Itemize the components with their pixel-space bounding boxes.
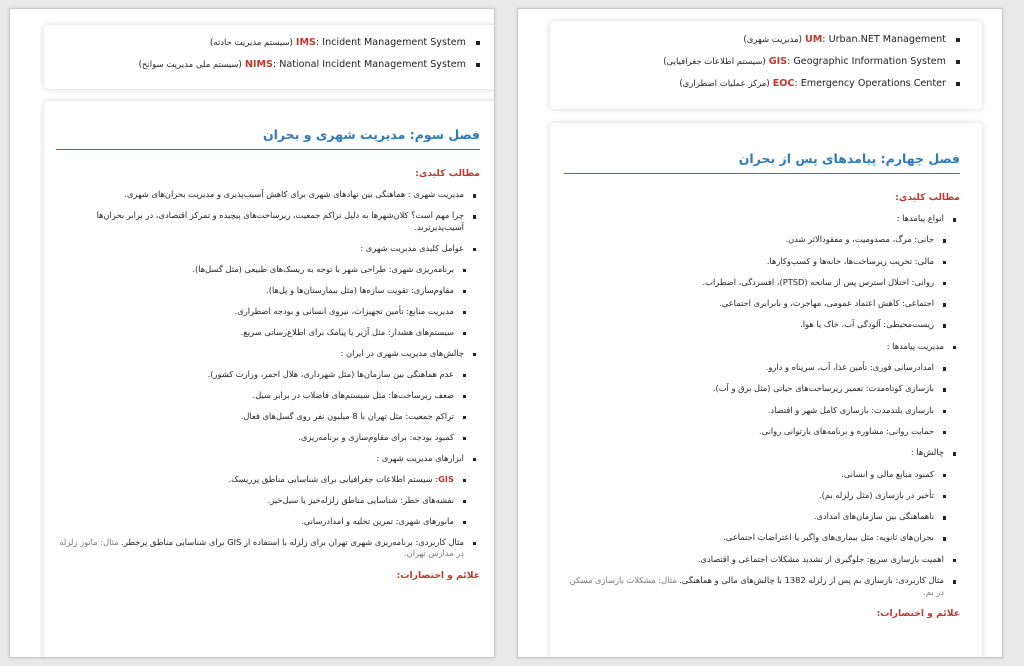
key-point-subitem bbox=[56, 474, 480, 486]
key-point-text: کمبود منابع مالی و انسانی. bbox=[841, 468, 934, 479]
abbreviation-expansion: : Urban.NET Management bbox=[822, 34, 946, 45]
key-point-text: کمبود بودجه: برای مقاوم‌سازی و برنامه‌ریزی. bbox=[298, 431, 454, 442]
key-point-item bbox=[564, 575, 960, 598]
key-point-subitem bbox=[564, 490, 960, 502]
abbreviation-persian: (سیستم مدیریت حادثه) bbox=[209, 38, 293, 48]
key-point-subitem bbox=[564, 469, 960, 481]
abbreviation-acronym: EOC bbox=[772, 78, 795, 89]
key-point-text: حمایت روانی: مشاوره و برنامه‌های بازتوانی روانی. bbox=[759, 425, 934, 436]
key-point-subitem bbox=[564, 383, 960, 395]
key-point-text: بحران‌های ثانویه: مثل بیماری‌های واگیر یا اعتراضات اجتماعی. bbox=[723, 532, 934, 543]
document-page-right bbox=[517, 8, 1003, 658]
key-points-heading: مطالب کلیدی: bbox=[895, 192, 960, 203]
key-point-text: بازسازی بلندمدت: بازسازی کامل شهر و اقتصاد. bbox=[767, 404, 934, 415]
key-point-item bbox=[564, 447, 960, 459]
key-point-text: بازسازی کوتاه‌مدت: تعمیر زیرساخت‌های حیاتی (مثل برق و آب). bbox=[712, 383, 934, 394]
key-point-subitem bbox=[56, 285, 480, 297]
key-point-subitem bbox=[56, 306, 480, 318]
abbreviation-expansion: : National Incident Management System bbox=[272, 59, 466, 70]
abbreviation-item bbox=[558, 73, 964, 95]
key-point-subitem bbox=[564, 256, 960, 268]
key-point-subitem bbox=[564, 405, 960, 417]
key-point-subitem bbox=[564, 298, 960, 310]
abbreviation-persian: (سیستم ملی مدیریت سوانح) bbox=[138, 60, 242, 70]
key-point-item bbox=[56, 537, 480, 560]
key-point-text: انواع پیامدها : bbox=[896, 213, 944, 223]
abbreviation-acronym: IMS bbox=[295, 37, 316, 48]
document-page-left bbox=[9, 8, 495, 658]
key-point-subitem bbox=[564, 532, 960, 544]
key-point-example-note: مثال: مانور زلزله در مدارس تهران. bbox=[59, 536, 464, 558]
key-point-example-note: مثال: مشکلات بازسازی مسکن در بم. bbox=[569, 575, 944, 597]
key-point-text: اجتماعی: کاهش اعتماد عمومی، مهاجرت، و نابرابری اجتماعی. bbox=[719, 298, 934, 309]
key-point-text: برنامه‌ریزی شهری: طراحی شهر با توجه به ریسک‌های طبیعی (مثل گسل‌ها). bbox=[192, 263, 454, 274]
abbreviation-expansion: : Geographic Information System bbox=[787, 56, 946, 67]
key-point-subitem bbox=[56, 264, 480, 276]
abbreviation-item bbox=[54, 54, 484, 76]
key-point-text: عوامل کلیدی مدیریت شهری : bbox=[360, 242, 464, 253]
key-point-text: مدیریت شهری : هماهنگی بین نهادهای شهری برای کاهش آسیب‌پذیری و مدیریت بحران‌های شهری. bbox=[124, 189, 464, 199]
key-point-text: ابزارهای مدیریت شهری : bbox=[376, 452, 464, 463]
abbreviation-expansion: : Emergency Operations Center bbox=[794, 78, 946, 89]
abbreviation-list bbox=[550, 21, 982, 95]
key-points-list bbox=[564, 213, 960, 598]
key-point-text: مدیریت پیامدها : bbox=[886, 340, 944, 351]
key-point-subitem bbox=[564, 511, 960, 523]
key-point-text: چالش‌ها : bbox=[910, 447, 944, 458]
key-point-text: زیست‌محیطی: آلودگی آب، خاک یا هوا. bbox=[800, 319, 934, 330]
key-point-text: مثال کاربردی: بازسازی بم پس از زلزله 1382 با چالش‌های مالی و هماهنگی. bbox=[679, 575, 944, 586]
key-points-list bbox=[56, 189, 480, 560]
key-point-item bbox=[56, 243, 480, 255]
abbreviation-acronym: GIS bbox=[768, 56, 788, 67]
key-point-subitem bbox=[56, 411, 480, 423]
abbreviation-persian: (مرکز عملیات اضطراری) bbox=[679, 79, 770, 89]
key-point-text: چرا مهم است؟ کلان‌شهرها به دلیل تراکم جمعیت، زیرساخت‌های پیچیده و تمرکز اقتصادی، در برابر بحران‌ها آسیب‌پذیرترند. bbox=[96, 210, 464, 232]
key-point-subitem bbox=[564, 426, 960, 438]
abbreviation-item bbox=[54, 32, 484, 54]
key-point-text: نقشه‌های خطر: شناسایی مناطق زلزله‌خیز یا سیل‌خیز. bbox=[267, 494, 454, 505]
key-point-subitem bbox=[56, 369, 480, 381]
chapter-title: فصل چهارم: پیامدهای پس از بحران bbox=[564, 151, 960, 174]
key-point-item bbox=[56, 189, 480, 201]
abbreviation-acronym: UM bbox=[804, 34, 823, 45]
key-point-item bbox=[56, 348, 480, 360]
key-point-subitem bbox=[564, 319, 960, 331]
abbreviations-heading: علائم و اختصارات: bbox=[396, 569, 480, 581]
chapter-title: فصل سوم: مدیریت شهری و بحران bbox=[56, 127, 480, 150]
key-point-subitem bbox=[564, 277, 960, 289]
key-point-text: ناهماهنگی بین سازمان‌های امدادی. bbox=[813, 511, 934, 522]
key-point-text: مقاوم‌سازی: تقویت سازه‌ها (مثل بیمارستان‌ها و پل‌ها). bbox=[266, 284, 454, 295]
key-point-subitem bbox=[564, 362, 960, 374]
key-point-text: اهمیت بازسازی سریع: جلوگیری از تشدید مشکلات اجتماعی و اقتصادی. bbox=[697, 553, 944, 564]
key-point-text: جانی: مرگ، مصدومیت، و مفقودالاثر شدن. bbox=[785, 234, 934, 245]
abbreviations-heading: علائم و اختصارات: bbox=[876, 608, 960, 620]
key-point-subitem bbox=[56, 327, 480, 339]
key-points-heading: مطالب کلیدی: bbox=[415, 168, 480, 179]
key-point-text: مالی: تخریب زیرساخت‌ها، خانه‌ها و کسب‌وکارها. bbox=[766, 255, 934, 266]
abbreviation-persian: (مدیریت شهری) bbox=[743, 35, 802, 45]
key-point-text: : سیستم اطلاعات جغرافیایی برای شناسایی مناطق پرریسک. bbox=[228, 473, 439, 484]
key-point-item bbox=[564, 554, 960, 566]
key-point-subitem bbox=[56, 390, 480, 402]
abbreviations-card bbox=[44, 25, 495, 89]
abbreviation-acronym: NIMS bbox=[244, 59, 273, 70]
key-point-text: مدیریت منابع: تأمین تجهیزات، نیروی انسانی و بودجه اضطراری. bbox=[234, 305, 454, 316]
key-point-text: روانی: اختلال استرس پس از سانحه (PTSD)، افسردگی، اضطراب. bbox=[702, 276, 934, 287]
key-point-text: عدم هماهنگی بین سازمان‌ها (مثل شهرداری، هلال احمر، وزارت کشور). bbox=[207, 368, 454, 379]
chapter-card bbox=[44, 101, 495, 658]
key-point-text: مانورهای شهری: تمرین تخلیه و امدادرسانی. bbox=[301, 515, 454, 526]
chapter-card bbox=[550, 123, 982, 658]
key-point-subitem bbox=[56, 495, 480, 507]
key-point-text: مثال کاربردی: برنامه‌ریزی شهری تهران برای زلزله با استفاده از GIS برای شناسایی مناطق پرخطر. bbox=[121, 536, 464, 547]
key-point-text: امدادرسانی فوری: تأمین غذا، آب، سرپناه و دارو. bbox=[765, 362, 934, 373]
key-point-subitem bbox=[56, 516, 480, 528]
abbreviation-item bbox=[558, 51, 964, 73]
key-point-subitem bbox=[56, 432, 480, 444]
abbreviation-list bbox=[44, 25, 495, 76]
key-point-item bbox=[56, 210, 480, 233]
key-point-item bbox=[564, 213, 960, 225]
abbreviation-item bbox=[558, 29, 964, 51]
key-point-text: چالش‌های مدیریت شهری در ایران : bbox=[340, 347, 464, 358]
key-point-text: تراکم جمعیت: مثل تهران با 8 میلیون نفر روی گسل‌های فعال. bbox=[240, 410, 454, 421]
key-point-item bbox=[56, 453, 480, 465]
key-point-accent: GIS bbox=[438, 473, 454, 484]
abbreviations-card bbox=[550, 21, 982, 109]
key-point-text: سیستم‌های هشدار: مثل آژیر یا پیامک برای اطلاع‌رسانی سریع. bbox=[240, 326, 454, 337]
abbreviation-expansion: : Incident Management System bbox=[315, 37, 466, 48]
key-point-item bbox=[564, 341, 960, 353]
key-point-text: تأخیر در بازسازی (مثل زلزله بم). bbox=[818, 489, 934, 500]
abbreviation-persian: (سیستم اطلاعات جغرافیایی) bbox=[663, 57, 766, 67]
key-point-subitem bbox=[564, 234, 960, 246]
key-point-text: ضعف زیرساخت‌ها: مثل سیستم‌های فاضلاب در برابر سیل. bbox=[252, 389, 454, 400]
